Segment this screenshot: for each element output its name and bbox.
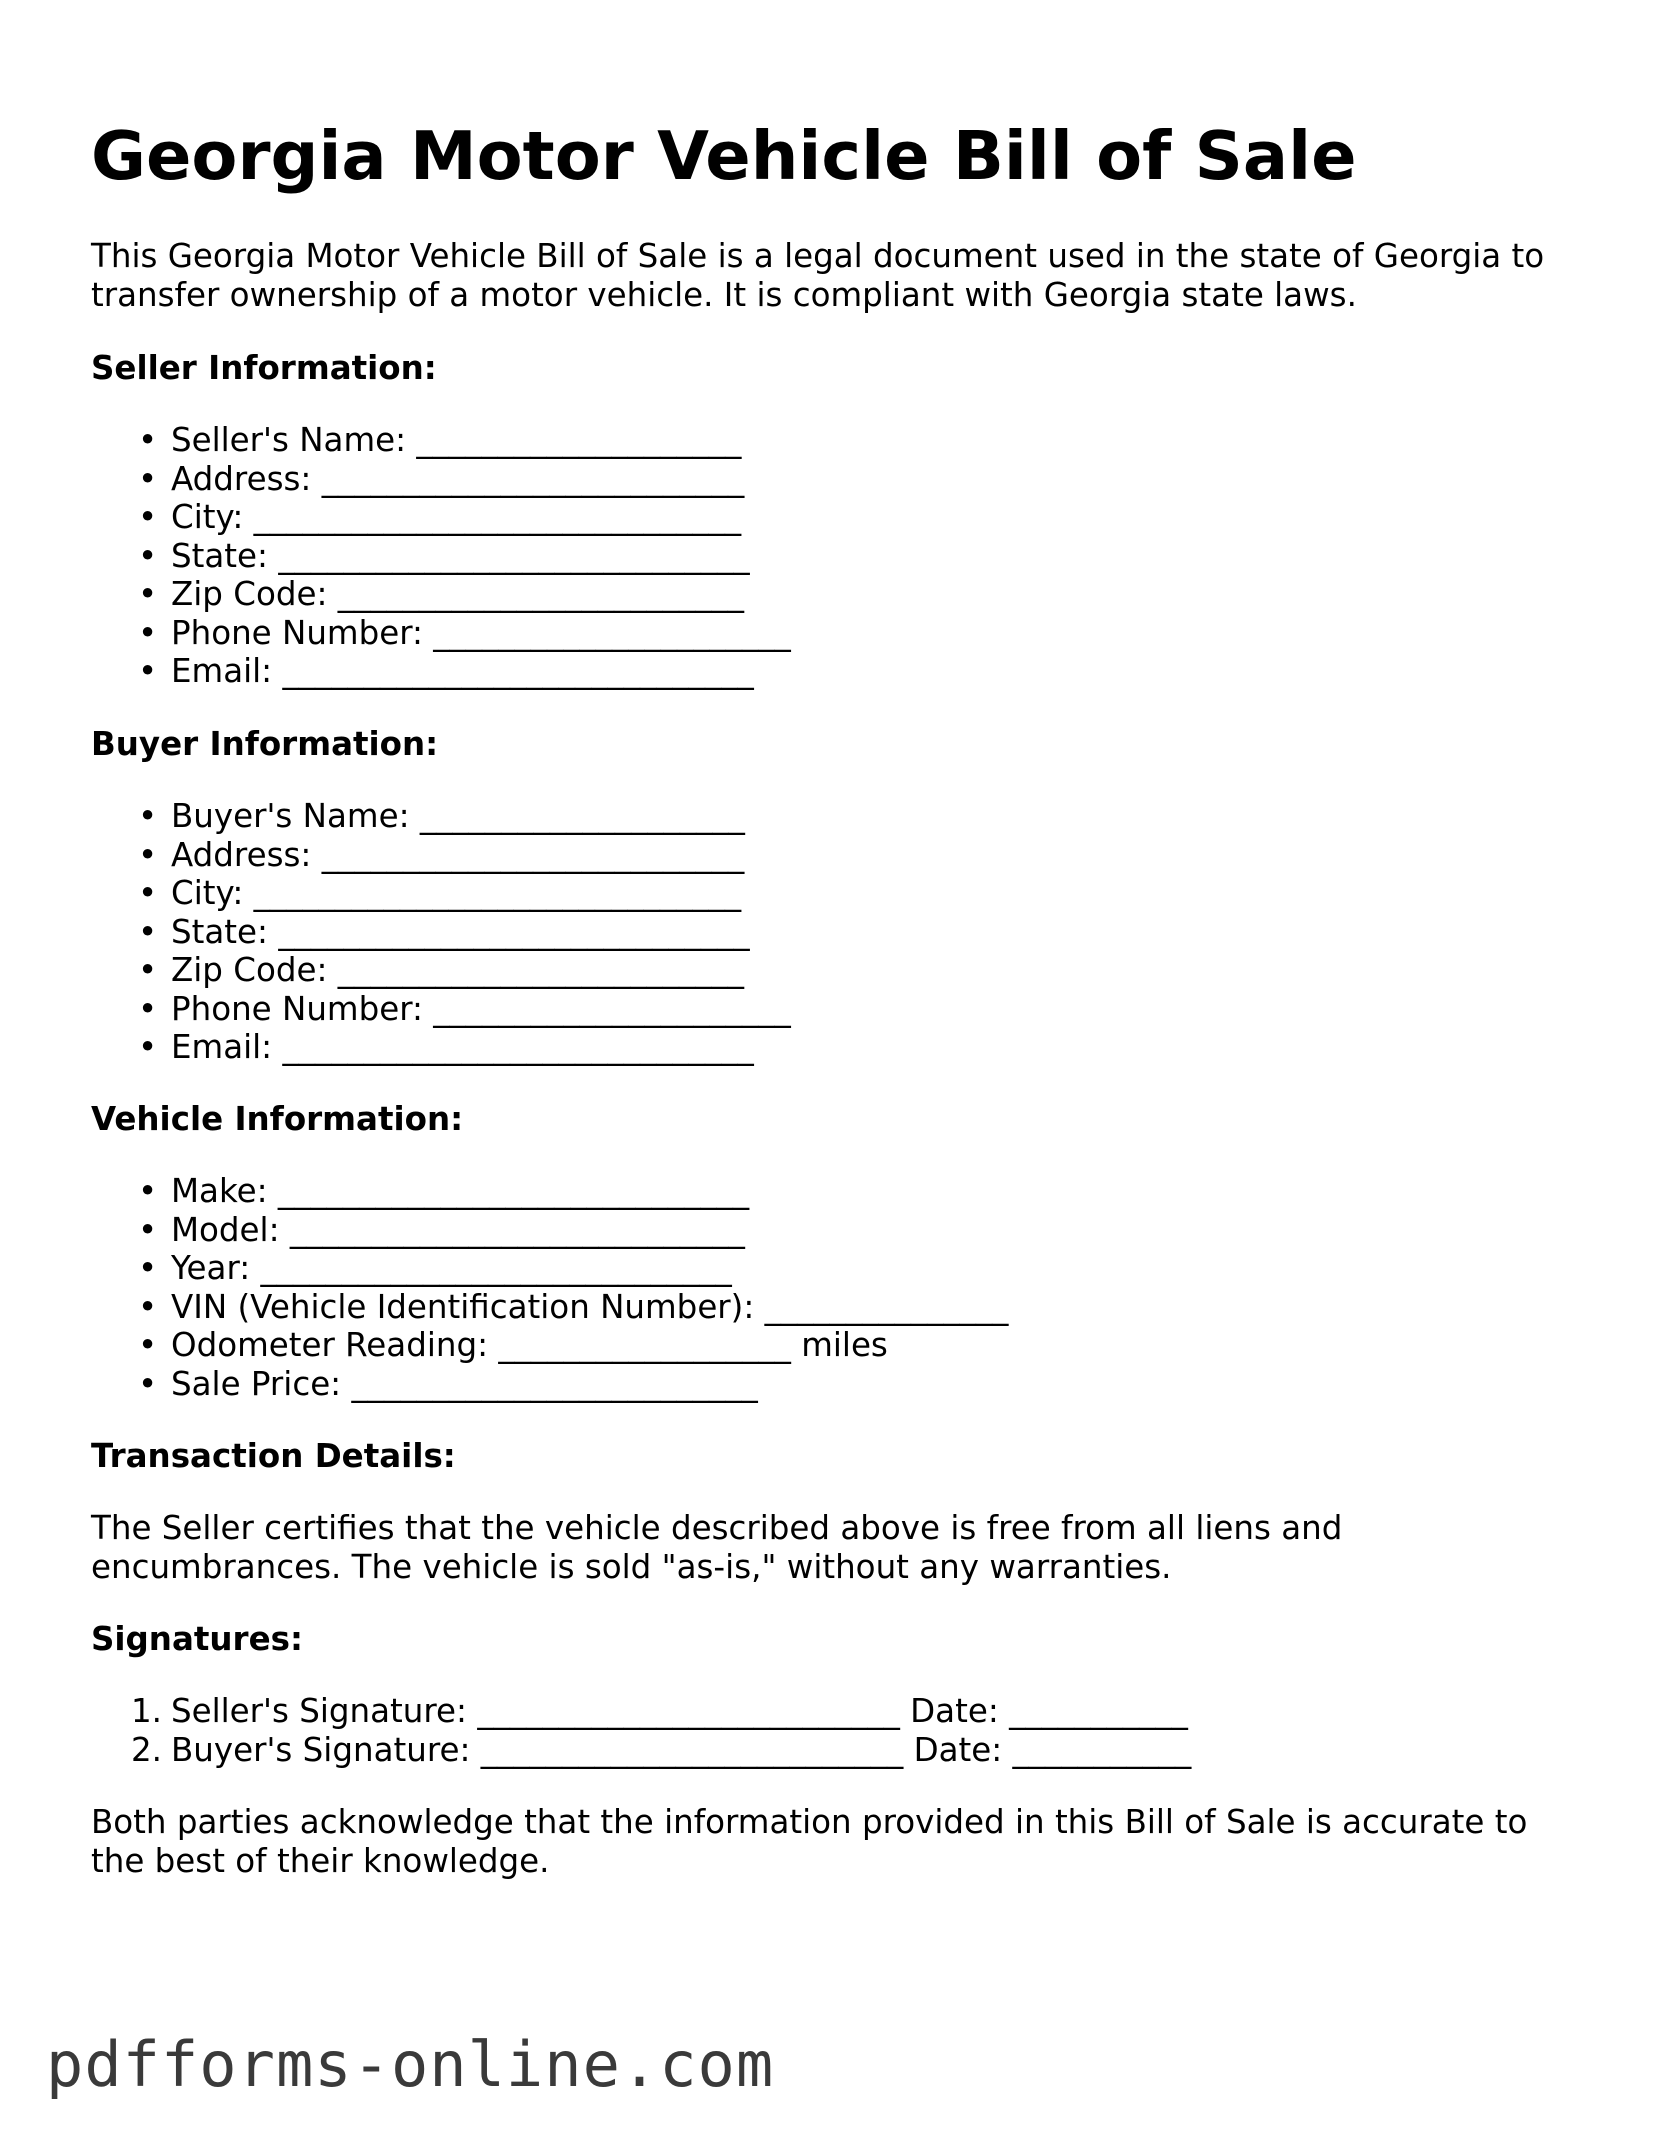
transaction-paragraph: The Seller certifies that the vehicle described above is free from all liens and encumbrances. The vehicle is sold "as-is," without any warranties. bbox=[91, 1509, 1343, 1586]
bullet-icon: • bbox=[138, 1172, 158, 1210]
seller-address-field[interactable]: • Address: __________________________ bbox=[138, 459, 745, 498]
bullet-icon: • bbox=[138, 459, 158, 498]
seller-name-field[interactable]: • Seller's Name: ____________________ bbox=[138, 421, 742, 459]
bullet-icon: • bbox=[138, 951, 158, 989]
buyer-city-field[interactable]: • City: ______________________________ bbox=[138, 874, 742, 912]
list-number: 2. bbox=[131, 1730, 163, 1769]
bullet-icon: • bbox=[138, 989, 158, 1028]
buyer-state-field[interactable]: • State: _____________________________ bbox=[138, 912, 750, 951]
vehicle-fields bbox=[91, 1172, 1008, 1403]
bullet-icon: • bbox=[138, 1028, 158, 1066]
watermark-text: pdfforms-online.com bbox=[46, 2028, 775, 2101]
buyer-heading: Buyer Information: bbox=[91, 725, 439, 763]
bullet-icon: • bbox=[138, 1249, 158, 1287]
vehicle-heading: Vehicle Information: bbox=[91, 1100, 464, 1138]
bullet-icon: • bbox=[138, 1326, 158, 1364]
signature-lines bbox=[91, 1692, 1191, 1769]
buyer-address-field[interactable]: • Address: __________________________ bbox=[138, 835, 745, 874]
bullet-icon: • bbox=[138, 575, 158, 613]
seller-email-field[interactable]: • Email: _____________________________ bbox=[138, 652, 754, 690]
seller-city-field[interactable]: • City: ______________________________ bbox=[138, 498, 742, 536]
vehicle-vin-field[interactable]: • VIN (Vehicle Identification Number): _______________ bbox=[138, 1287, 1009, 1326]
transaction-heading: Transaction Details: bbox=[91, 1437, 456, 1475]
bullet-icon: • bbox=[138, 912, 158, 951]
bullet-icon: • bbox=[138, 421, 158, 459]
seller-zip-field[interactable]: • Zip Code: _________________________ bbox=[138, 575, 744, 613]
seller-signature-line[interactable]: 1. Seller's Signature: __________________________ Date: ___________ bbox=[131, 1692, 1188, 1730]
bullet-icon: • bbox=[138, 1287, 158, 1326]
vehicle-make-field[interactable]: • Make: _____________________________ bbox=[138, 1172, 750, 1210]
bullet-icon: • bbox=[138, 613, 158, 652]
signatures-heading: Signatures: bbox=[91, 1620, 303, 1658]
seller-heading: Seller Information: bbox=[91, 349, 437, 387]
vehicle-year-field[interactable]: • Year: _____________________________ bbox=[138, 1249, 732, 1287]
bullet-icon: • bbox=[138, 874, 158, 912]
buyer-zip-field[interactable]: • Zip Code: _________________________ bbox=[138, 951, 744, 989]
document-title: Georgia Motor Vehicle Bill of Sale bbox=[91, 117, 1357, 195]
vehicle-odometer-field[interactable]: • Odometer Reading: __________________ miles bbox=[138, 1326, 888, 1364]
buyer-name-field[interactable]: • Buyer's Name: ____________________ bbox=[138, 797, 745, 835]
acknowledgment-paragraph: Both parties acknowledge that the information provided in this Bill of Sale is accurate to the best of their knowledge. bbox=[91, 1803, 1528, 1880]
list-number: 1. bbox=[131, 1692, 163, 1730]
bullet-icon: • bbox=[138, 1210, 158, 1249]
vehicle-price-field[interactable]: • Sale Price: _________________________ bbox=[138, 1364, 758, 1403]
bullet-icon: • bbox=[138, 498, 158, 536]
seller-phone-field[interactable]: • Phone Number: ______________________ bbox=[138, 613, 791, 652]
seller-state-field[interactable]: • State: _____________________________ bbox=[138, 536, 750, 575]
bullet-icon: • bbox=[138, 835, 158, 874]
bullet-icon: • bbox=[138, 652, 158, 690]
buyer-email-field[interactable]: • Email: _____________________________ bbox=[138, 1028, 754, 1066]
intro-paragraph: This Georgia Motor Vehicle Bill of Sale is a legal document used in the state of Georgia to transfer ownership of a motor vehicle. It is compliant with Georgia state laws. bbox=[91, 237, 1545, 314]
buyer-signature-line[interactable]: 2. Buyer's Signature: __________________________ Date: ___________ bbox=[131, 1730, 1192, 1769]
bullet-icon: • bbox=[138, 797, 158, 835]
buyer-fields bbox=[91, 797, 791, 1067]
buyer-phone-field[interactable]: • Phone Number: ______________________ bbox=[138, 989, 791, 1028]
bullet-icon: • bbox=[138, 1364, 158, 1403]
bullet-icon: • bbox=[138, 536, 158, 575]
seller-fields bbox=[91, 421, 791, 691]
vehicle-model-field[interactable]: • Model: ____________________________ bbox=[138, 1210, 745, 1249]
